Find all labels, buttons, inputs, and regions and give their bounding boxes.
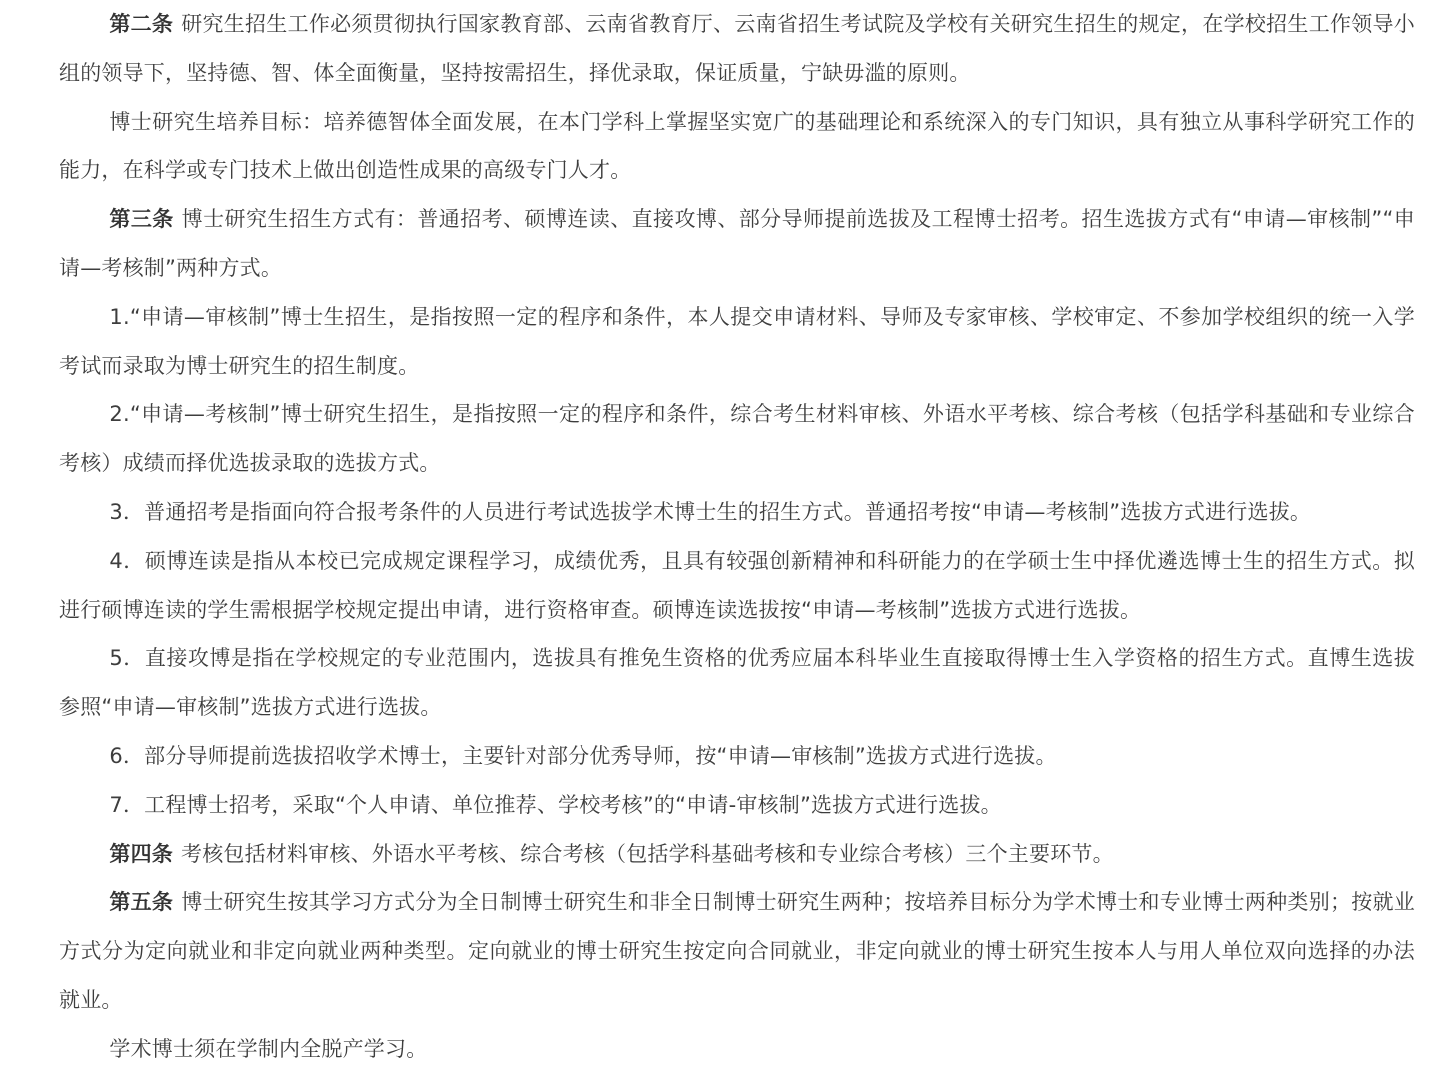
paragraph-item-7 xyxy=(59,781,1415,830)
paragraph-training-goal xyxy=(59,98,1415,196)
paragraph-item-5 xyxy=(59,634,1415,732)
paragraph-text: 3．普通招考是指面向符合报考条件的人员进行考试选拔学术博士生的招生方式。普通招考按“申请—考核制”选拔方式进行选拔。 xyxy=(109,499,1312,524)
paragraph-item-1 xyxy=(59,293,1415,391)
paragraph-item-2 xyxy=(59,390,1415,488)
paragraph-item-4 xyxy=(59,537,1415,635)
paragraph-article-4 xyxy=(59,830,1415,879)
paragraph-text: 6．部分导师提前选拔招收学术博士，主要针对部分优秀导师，按“申请—审核制”选拔方式进行选拔。 xyxy=(109,743,1057,768)
paragraph-item-3 xyxy=(59,488,1415,537)
paragraph-text: 7．工程博士招考，采取“个人申请、单位推荐、学校考核”的“申请-审核制”选拔方式进行选拔。 xyxy=(109,792,1002,817)
paragraph-text: 研究生招生工作必须贯彻执行国家教育部、云南省教育厅、云南省招生考试院及学校有关研究生招生的规定，在学校招生工作领导小组的领导下，坚持德、智、体全面衡量，坚持按需招生，择优录取，保证质量，宁缺毋滥的原则。 xyxy=(59,12,1415,85)
paragraph-text: 5．直接攻博是指在学校规定的专业范围内，选拔具有推免生资格的优秀应届本科毕业生直接取得博士生入学资格的招生方式。直博生选拔参照“申请—审核制”选拔方式进行选拔。 xyxy=(59,646,1415,720)
article-heading: 第二条 xyxy=(109,12,174,36)
paragraph-item-6 xyxy=(59,732,1415,781)
paragraph-text: 博士研究生培养目标：培养德智体全面发展，在本门学科上掌握坚实宽广的基础理论和系统深入的专门知识，具有独立从事科学研究工作的能力，在科学或专门技术上做出创造性成果的高级专门人才。 xyxy=(59,109,1415,183)
article-heading: 第三条 xyxy=(109,207,174,232)
paragraph-article-5 xyxy=(59,878,1415,1024)
paragraph-text: 4．硕博连读是指从本校已完成规定课程学习，成绩优秀，且具有较强创新精神和科研能力的在学硕士生中择优遴选博士生的招生方式。拟进行硕博连读的学生需根据学校规定提出申请，进行资格审查。硕博连读选拔按“申请—考核制”选拔方式进行选拔。 xyxy=(59,548,1415,622)
article-heading: 第四条 xyxy=(109,841,173,866)
paragraph-article-3 xyxy=(59,195,1415,293)
paragraph-text: 2.“申请—考核制”博士研究生招生，是指按照一定的程序和条件，综合考生材料审核、外语水平考核、综合考核（包括学科基础和专业综合考核）成绩而择优选拔录取的选拔方式。 xyxy=(59,402,1415,476)
paragraph-text: 学术博士须在学制内全脱产学习。 xyxy=(109,1036,428,1061)
paragraph-text: 博士研究生招生方式有：普通招考、硕博连读、直接攻博、部分导师提前选拔及工程博士招考。招生选拔方式有“申请—审核制”“申请—考核制”两种方式。 xyxy=(59,207,1415,280)
paragraph-text: 博士研究生按其学习方式分为全日制博士研究生和非全日制博士研究生两种；按培养目标分为学术博士和专业博士两种类别；按就业方式分为定向就业和非定向就业两种类型。定向就业的博士研究生按定向合同就业，非定向就业的博士研究生按本人与用人单位双向选择的办法就业。 xyxy=(59,890,1415,1012)
paragraph-article-2 xyxy=(59,0,1415,98)
paragraph-text: 1.“申请—审核制”博士生招生，是指按照一定的程序和条件，本人提交申请材料、导师及专家审核、学校审定、不参加学校组织的统一入学考试而录取为博士研究生的招生制度。 xyxy=(59,304,1415,378)
paragraph-text: 考核包括材料审核、外语水平考核、综合考核（包括学科基础考核和专业综合考核）三个主要环节。 xyxy=(181,841,1114,866)
paragraph-fulltime-note xyxy=(59,1025,1415,1074)
article-heading: 第五条 xyxy=(109,890,174,915)
document-body xyxy=(59,0,1415,1074)
